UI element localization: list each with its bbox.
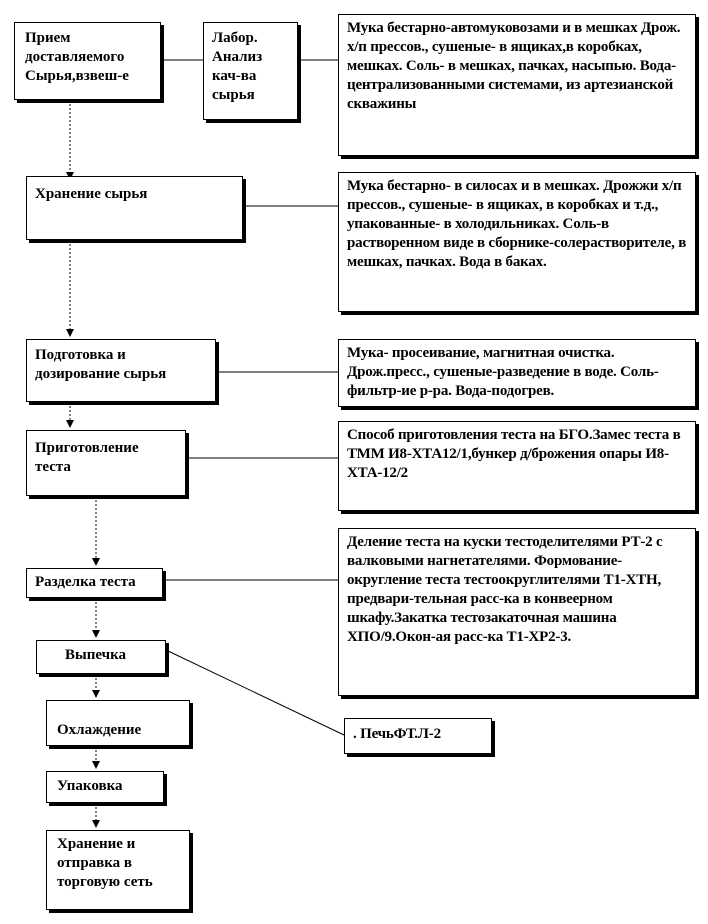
note-storage — [338, 172, 696, 312]
note-baking-text: . ПечьФТ.Л-2 — [353, 726, 441, 742]
note-dough-text: Способ приготовления теста на БГО.Замес теста в ТММ И8-ХТА12/1,бункер д/брожения опары И8-ХТА-12/2 — [347, 427, 681, 481]
step-prep — [26, 339, 216, 402]
link-baking-note — [166, 650, 344, 735]
note-baking — [344, 718, 492, 754]
step-dough-label: Приготовление теста — [35, 440, 139, 475]
note-storage-text: Мука бестарно- в силосах и в мешках. Дрожжи х/п прессов., сушеные- в ящиках, в коробках и т.д., упакованные- в холодильниках. Соль-в растворенном виде в сборнике-солерастворителе, в мешках, пачках. Вода в баках. — [347, 178, 687, 270]
note-cutting-text: Деление теста на куски тестоделителями РТ-2 с валковыми нагнетателями. Формование-округление теста тестоокруглителями Т1-ХТН, предвари-тельная расс-ка в конвеерном шкафу.Закатка тестозакаточная машина ХПО/9.Окон-ая расс-ка Т1-ХР2-3. — [347, 534, 663, 645]
step-storage-label: Хранение сырья — [35, 186, 148, 202]
note-prep — [338, 339, 696, 407]
step-shipping — [46, 830, 190, 910]
note-dough — [338, 421, 696, 511]
step-packing — [46, 771, 164, 803]
step-prep-label: Подготовка и дозирование сырья — [35, 347, 167, 382]
step-dough — [26, 430, 186, 496]
step-storage — [26, 176, 243, 240]
step-receive — [14, 22, 161, 100]
note-prep-text: Мука- просеивание, магнитная очистка. Дрож.пресс., сушеные-разведение в воде. Соль- фильтр-ие р-ра. Вода-подогрев. — [347, 345, 659, 399]
step-cooling — [46, 700, 190, 746]
note-receive — [338, 14, 696, 156]
step-lab-analysis — [203, 22, 298, 120]
step-receive-label: Прием доставляемого Сырья,взвеш-е — [25, 30, 129, 84]
step-shipping-label: Хранение и отправка в торговую сеть — [57, 836, 153, 890]
step-lab-analysis-label: Лабор. Анализ кач-ва сырья — [212, 30, 263, 103]
step-packing-label: Упаковка — [57, 778, 123, 794]
note-cutting — [338, 528, 696, 696]
step-baking-label: Выпечка — [65, 647, 127, 663]
step-baking — [36, 640, 166, 674]
step-cutting — [26, 568, 163, 598]
step-cutting-label: Разделка теста — [35, 574, 136, 590]
step-cooling-label: Охлаждение — [57, 722, 142, 738]
note-receive-text: Мука бестарно-автомуковозами и в мешках Дрож. х/п прессов., сушеные- в ящиках,в коробках, мешках. Соль- в мешках, пачках, насыпью. Вода- централизованными системами, из артезианской скважины — [347, 20, 681, 112]
